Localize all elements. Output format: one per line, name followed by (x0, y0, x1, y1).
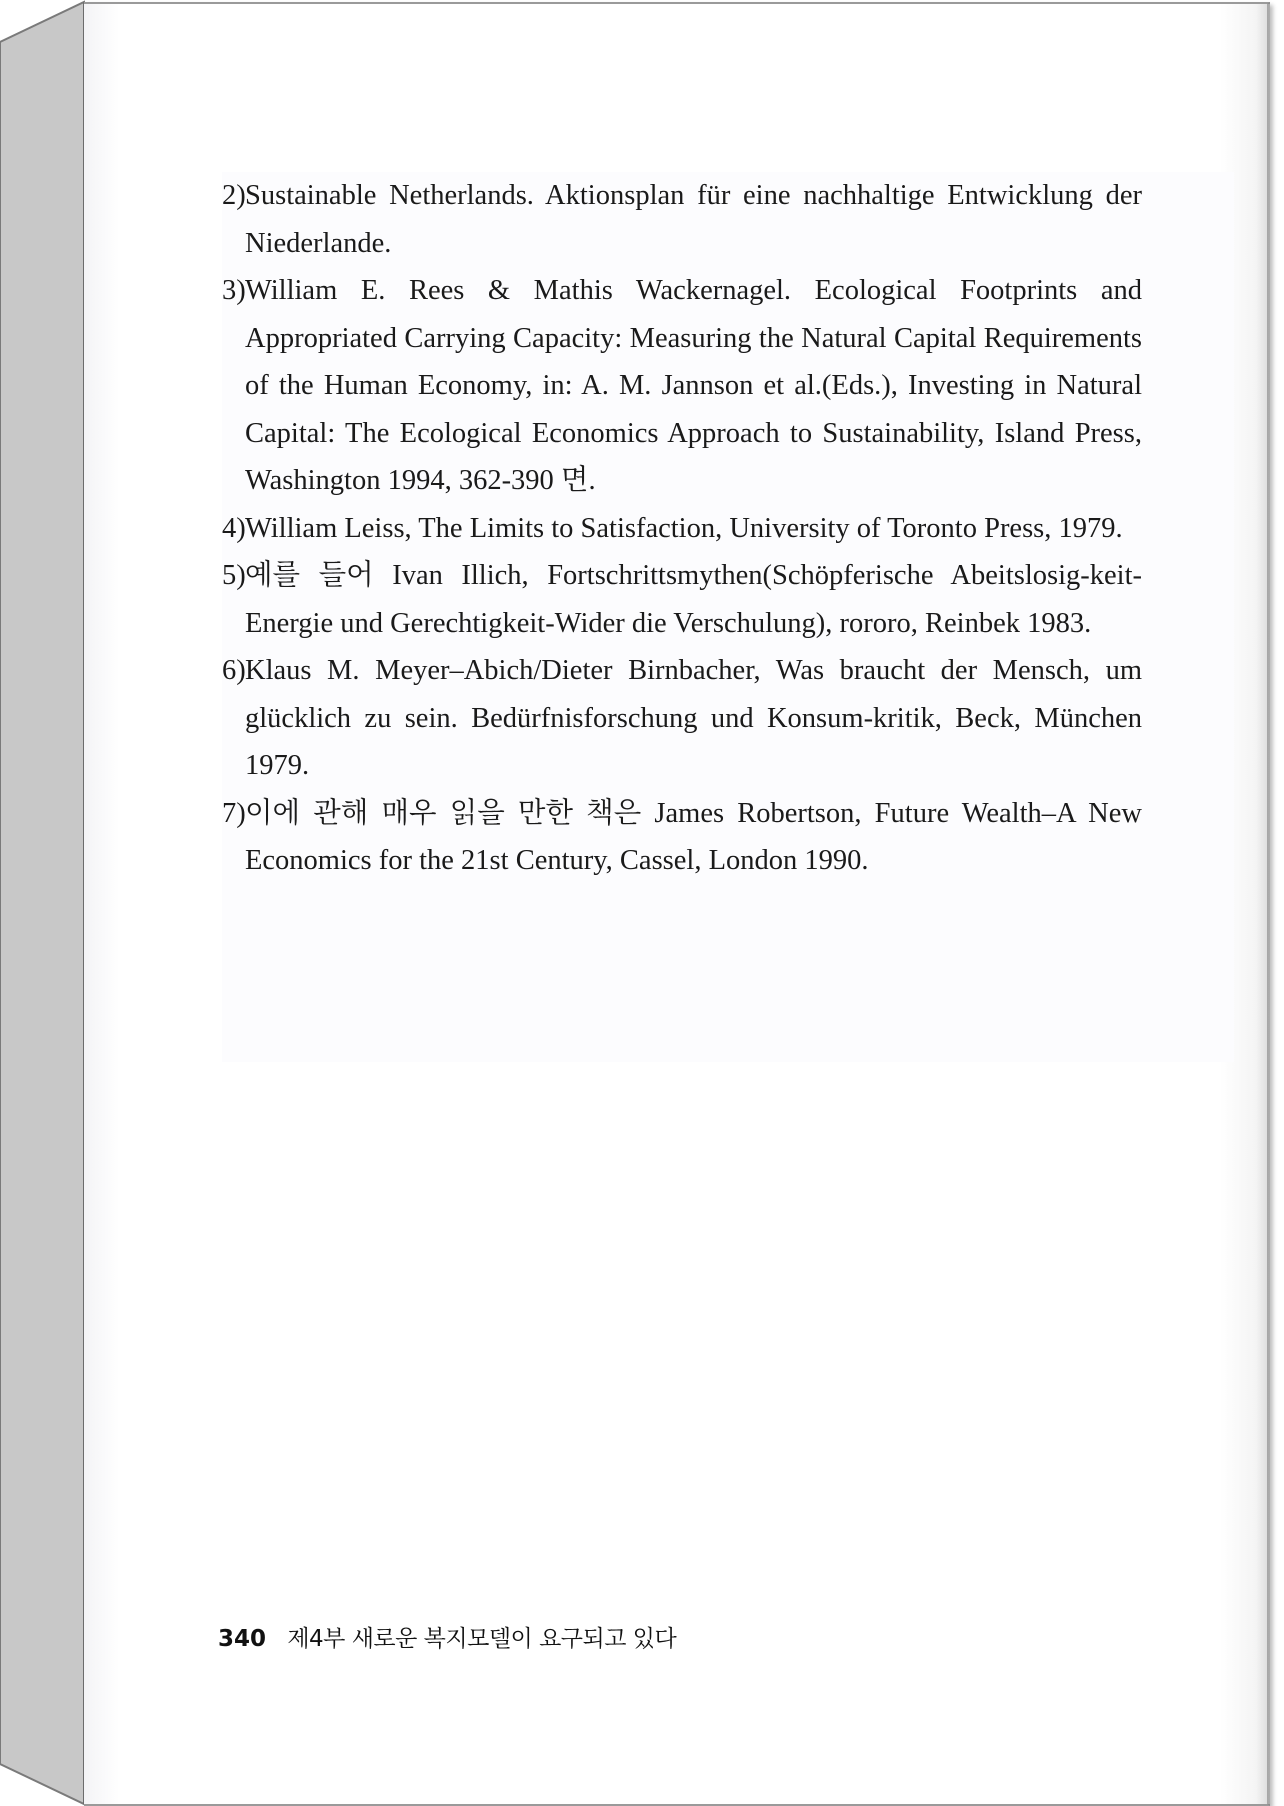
footnote-6 (222, 647, 1142, 790)
footnote-text: 예를 들어 Ivan Illich, Fortschrittsmythen(Schöpferische Abeitslosig-keit-Energie und Gerechtigkeit-Wider die Verschulung), rororo, Reinbek 1983. (245, 560, 1142, 639)
page-edge-shadow (1256, 4, 1270, 1804)
footnote-4 (222, 505, 1142, 553)
footnote-text: William Leiss, The Limits to Satisfaction, University of Toronto Press, 1979. (245, 512, 1123, 544)
running-title: 제4부 새로운 복지모델이 요구되고 있다 (287, 1626, 677, 1652)
footnote-number: 3) (222, 275, 246, 306)
footnote-list (222, 172, 1142, 885)
footnote-text: Sustainable Netherlands. Aktionsplan für eine nachhaltige Entwicklung der Niederlande. (245, 180, 1142, 259)
footnote-text: 이에 관해 매우 읽을 만한 책은 James Robertson, Future Wealth–A New Economics for the 21st Century, Cassel, London 1990. (245, 797, 1142, 876)
footnote-number: 7) (222, 797, 246, 829)
footnote-text: William E. Rees & Mathis Wackernagel. Ecological Footprints and Appropriated Carrying Capacity: Measuring the Natural Capital Requirements of the Human Economy, in: A. M. Jannson et al.(Eds.), Investing in Natural Capital: The Ecological Economics Approach to Sustainability, Island Press, Washington 1994, 362-390 면. (245, 275, 1142, 496)
footnote-text: Klaus M. Meyer–Abich/Dieter Birnbacher, Was braucht der Mensch, um glücklich zu sein. Bedürfnisforschung und Konsum-kritik, Beck, München 1979. (245, 655, 1142, 781)
footnote-2 (222, 172, 1142, 267)
footnote-5 (222, 552, 1142, 647)
footnote-number: 6) (222, 655, 246, 686)
footnote-7 (222, 790, 1142, 885)
footnotes-section (222, 172, 1234, 1062)
footnote-number: 2) (222, 180, 246, 211)
footnote-number: 4) (222, 512, 246, 544)
book-page (84, 2, 1270, 1806)
page-number: 340 (218, 1626, 267, 1652)
page-footer (218, 1624, 676, 1654)
footnote-number: 5) (222, 560, 246, 591)
footnote-3 (222, 267, 1142, 505)
